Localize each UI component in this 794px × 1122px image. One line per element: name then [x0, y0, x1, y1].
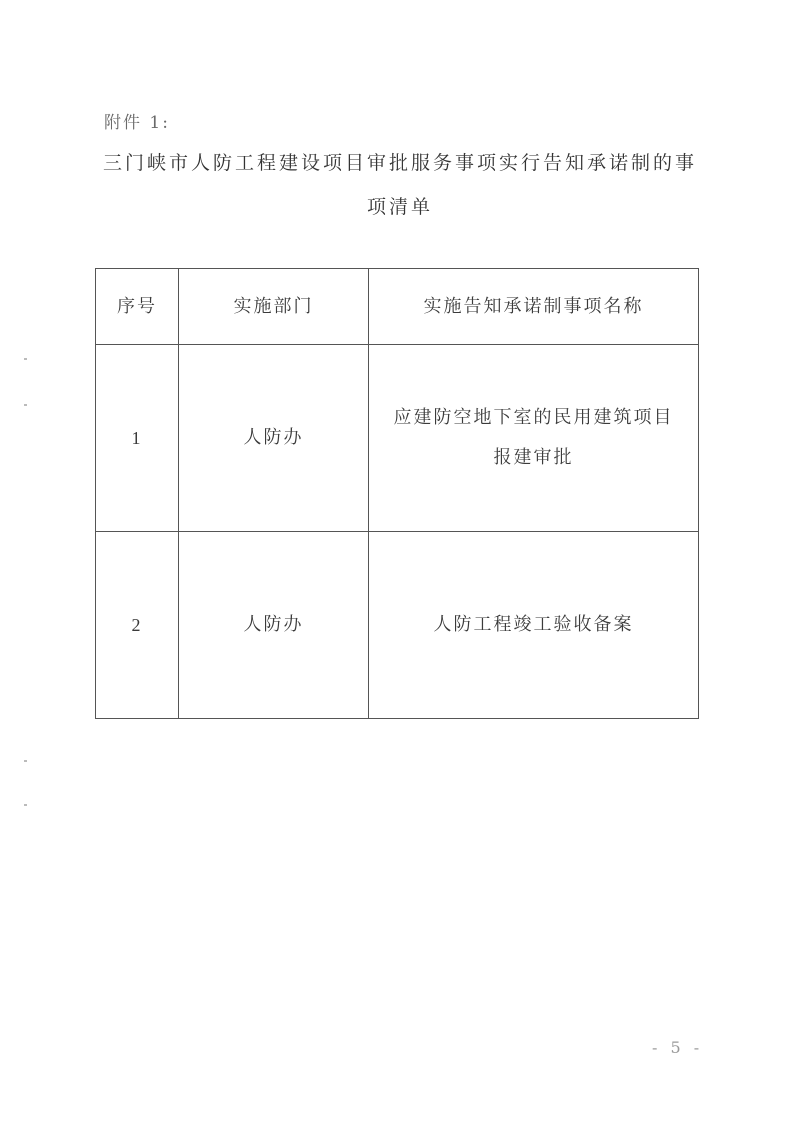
header-department: 实施部门 — [179, 269, 369, 345]
table-header-row — [96, 269, 699, 345]
scan-speck — [24, 760, 27, 762]
document-title-line1: 三门峡市人防工程建设项目审批服务事项实行告知承诺制的事 — [102, 152, 697, 174]
scan-speck — [24, 404, 27, 406]
scan-speck — [24, 358, 27, 360]
item-name-line2: 报建审批 — [493, 447, 574, 468]
scan-speck — [24, 804, 27, 806]
cell-item-name — [369, 532, 699, 719]
table-row — [96, 532, 699, 719]
header-item-name: 实施告知承诺制事项名称 — [369, 269, 699, 345]
items-table — [95, 268, 699, 719]
annex-label: 附件 1: — [104, 113, 170, 133]
table-row — [96, 345, 699, 532]
item-name-line1: 人防工程竣工验收备案 — [433, 614, 634, 635]
item-name-line1: 应建防空地下室的民用建筑项目 — [393, 407, 674, 428]
page-number: - 5 - — [652, 1038, 704, 1057]
cell-item-name — [369, 345, 699, 532]
header-no: 序号 — [96, 269, 179, 345]
cell-no: 1 — [96, 345, 179, 532]
cell-no: 2 — [96, 532, 179, 719]
cell-department: 人防办 — [179, 532, 369, 719]
cell-department: 人防办 — [179, 345, 369, 532]
document-title-line2: 项清单 — [366, 196, 433, 218]
